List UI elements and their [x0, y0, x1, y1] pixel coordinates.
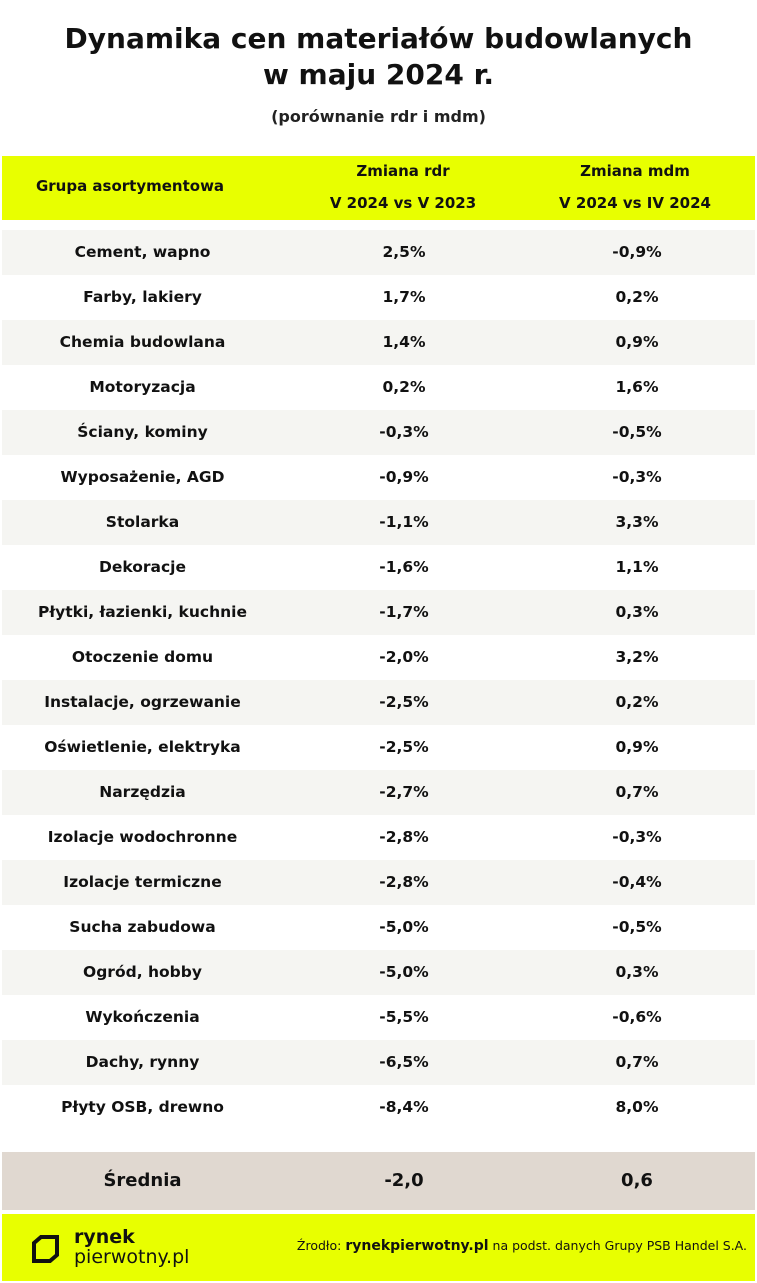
row-rdr: -2,5% — [379, 693, 429, 711]
row-mdm: 0,7% — [615, 783, 659, 801]
header-group: Grupa asortymentowa — [35, 177, 225, 195]
header-rdr-period: V 2024 vs V 2023 — [329, 194, 477, 212]
row-name: Motoryzacja — [89, 378, 196, 396]
row-mdm: 3,2% — [615, 648, 659, 666]
header-rdr-title: Zmiana rdr — [356, 162, 450, 180]
row-mdm: 0,2% — [615, 288, 659, 306]
source-suffix: na podst. danych Grupy PSB Handel S.A. — [492, 1238, 747, 1253]
source-site: rynekpierwotny.pl — [345, 1238, 489, 1254]
row-rdr: 2,5% — [382, 243, 426, 261]
row-name: Stolarka — [105, 513, 180, 531]
row-rdr: -1,7% — [379, 603, 429, 621]
logo-icon — [30, 1234, 60, 1264]
footer — [2, 1214, 755, 1281]
page-title: Dynamika cen materiałów budowlanych — [64, 22, 693, 55]
row-mdm: -0,4% — [612, 873, 662, 891]
row-name: Dachy, rynny — [85, 1053, 200, 1071]
row-name: Izolacje wodochronne — [47, 828, 238, 846]
page-subtitle: (porównanie rdr i mdm) — [271, 107, 486, 126]
logo-line2: pierwotny.pl — [74, 1246, 190, 1268]
row-name: Cement, wapno — [74, 243, 211, 261]
table-header — [2, 156, 755, 220]
row-name: Otoczenie domu — [71, 648, 214, 666]
row-rdr: -2,7% — [379, 783, 429, 801]
row-name: Sucha zabudowa — [69, 918, 216, 936]
row-mdm: -0,6% — [612, 1008, 662, 1026]
row-mdm: 0,2% — [615, 693, 659, 711]
header-mdm-title: Zmiana mdm — [580, 162, 690, 180]
row-mdm: -0,3% — [612, 468, 662, 486]
row-rdr: -1,6% — [379, 558, 429, 576]
row-name: Chemia budowlana — [59, 333, 226, 351]
row-name: Oświetlenie, elektryka — [44, 738, 241, 756]
average-mdm: 0,6 — [621, 1170, 653, 1191]
table-row — [2, 500, 755, 545]
row-mdm: 0,9% — [615, 333, 659, 351]
row-mdm: 1,1% — [615, 558, 659, 576]
row-name: Ściany, kominy — [77, 423, 208, 441]
row-rdr: -5,0% — [379, 963, 429, 981]
table-row — [2, 995, 755, 1040]
average-row — [2, 1152, 755, 1210]
row-mdm: -0,3% — [612, 828, 662, 846]
row-name: Izolacje termiczne — [63, 873, 222, 891]
row-name: Farby, lakiery — [83, 288, 202, 306]
table-row — [2, 635, 755, 680]
table-row — [2, 860, 755, 905]
row-name: Płyty OSB, drewno — [61, 1098, 224, 1116]
row-rdr: -5,0% — [379, 918, 429, 936]
row-rdr: 1,4% — [382, 333, 426, 351]
row-rdr: 0,2% — [382, 378, 426, 396]
row-mdm: -0,5% — [612, 423, 662, 441]
row-rdr: -2,0% — [379, 648, 429, 666]
row-name: Ogród, hobby — [83, 963, 202, 981]
row-name: Płytki, łazienki, kuchnie — [38, 603, 247, 621]
row-mdm: 8,0% — [615, 1098, 659, 1116]
logo-line1: rynek — [74, 1226, 135, 1248]
table-row — [2, 725, 755, 770]
table-row — [2, 455, 755, 500]
table-row — [2, 905, 755, 950]
row-mdm: 3,3% — [615, 513, 659, 531]
row-rdr: -1,1% — [379, 513, 429, 531]
row-mdm: -0,5% — [612, 918, 662, 936]
logo-text — [74, 1227, 189, 1267]
table-row — [2, 1085, 755, 1130]
table-row — [2, 545, 755, 590]
row-rdr: -2,5% — [379, 738, 429, 756]
average-label: Średnia — [103, 1170, 182, 1191]
row-rdr: -0,9% — [379, 468, 429, 486]
table-row — [2, 950, 755, 995]
source-note — [297, 1238, 747, 1254]
row-name: Dekoracje — [98, 558, 187, 576]
row-name: Narzędzia — [99, 783, 186, 801]
table-row — [2, 1040, 755, 1085]
row-name: Wykończenia — [85, 1008, 200, 1026]
table-row — [2, 365, 755, 410]
row-mdm: 0,3% — [615, 603, 659, 621]
table-row — [2, 230, 755, 275]
row-rdr: -8,4% — [379, 1098, 429, 1116]
table-row — [2, 410, 755, 455]
page-title-line2: w maju 2024 r. — [262, 58, 495, 91]
source-prefix: Źrodło: — [296, 1238, 342, 1253]
row-rdr: -5,5% — [379, 1008, 429, 1026]
table-row — [2, 590, 755, 635]
row-rdr: -6,5% — [379, 1053, 429, 1071]
row-rdr: -0,3% — [379, 423, 429, 441]
row-rdr: 1,7% — [382, 288, 426, 306]
row-rdr: -2,8% — [379, 828, 429, 846]
row-mdm: 1,6% — [615, 378, 659, 396]
row-mdm: -0,9% — [612, 243, 662, 261]
header-mdm-period: V 2024 vs IV 2024 — [559, 194, 711, 212]
table-body — [2, 230, 755, 1130]
table-row — [2, 320, 755, 365]
row-mdm: 0,9% — [615, 738, 659, 756]
table-row — [2, 770, 755, 815]
table-row — [2, 680, 755, 725]
row-rdr: -2,8% — [379, 873, 429, 891]
row-name: Instalacje, ogrzewanie — [44, 693, 241, 711]
average-rdr: -2,0 — [384, 1170, 424, 1191]
row-mdm: 0,7% — [615, 1053, 659, 1071]
row-mdm: 0,3% — [615, 963, 659, 981]
table-row — [2, 815, 755, 860]
row-name: Wyposażenie, AGD — [60, 468, 225, 486]
table-row — [2, 275, 755, 320]
